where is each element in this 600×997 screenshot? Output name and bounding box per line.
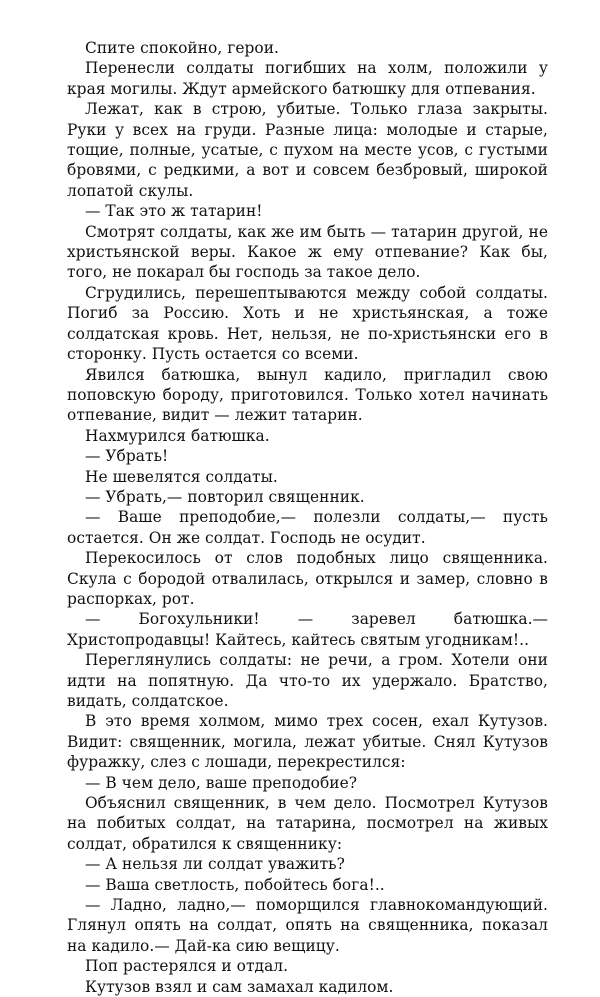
paragraph: Спите спокойно, герои. <box>85 39 279 57</box>
paragraph: Поп растерялся и отдал. <box>85 957 289 976</box>
paragraph: Лежат, как в строю, убитые. Только глаза закрыты. Руки у всех на груди. Разные лица: молодые и старые, тощие, полные, усатые, с пухом на месте усов, с густыми бровями, с редкими, а вот и совсем безбровый, широкой лопатой скулы. <box>67 100 548 200</box>
paragraph: Не шевелятся солдаты. <box>85 467 278 486</box>
paragraph: — Ладно, ладно,— поморщился главнокомандующий. Глянул опять на солдат, опять на священника, показал на кадило.— Дай-ка сию вещицу. <box>67 896 548 955</box>
paragraph: — Богохульники! — заревел батюшка.— Христопродавцы! Кайтесь, кайтесь святым угодникам!.. <box>67 610 548 649</box>
paragraph: — Так это ж татарин! <box>85 202 263 221</box>
paragraph: — Убрать! <box>85 447 169 466</box>
paragraph: Переглянулись солдаты: не речи, а гром. Хотели они идти на попятную. Да что-то их удержало. Братство, видать, солдатское. <box>67 651 548 710</box>
paragraph: Перекосилось от слов подобных лицо священника. Скула с бородой отвалилась, открылся и замер, словно в распорках, рот. <box>67 549 548 608</box>
paragraph: — А нельзя ли солдат уважить? <box>85 855 345 874</box>
paragraph: — Ваша светлость, побойтесь бога!.. <box>85 875 385 894</box>
paragraph: В это время холмом, мимо трех сосен, ехал Кутузов. Видит: священник, могила, лежат убитые. Снял Кутузов фуражку, слез с лошади, перекрестился: <box>67 712 548 772</box>
paragraph: Смотрят солдаты, как же им быть — татарин другой, не христьянской веры. Какое ж ему отпевание? Как бы, того, не покарал бы господь за такое дело. <box>67 222 548 282</box>
paragraph: — Ваше преподобие,— полезли солдаты,— пусть остается. Он же солдат. Господь не осудит. <box>67 508 548 547</box>
paragraph: Объяснил священник, в чем дело. Посмотрел Кутузов на побитых солдат, на татарина, посмотрел на живых солдат, обратился к священнику: <box>67 794 548 853</box>
paragraph: Сгрудились, перешептываются между собой солдаты. Погиб за Россию. Хоть и не христьянская, а тоже солдатская кровь. Нет, нельзя, не по-христьянски его в сторонку. Пусть остается со всеми. <box>67 283 548 364</box>
paragraph: Кутузов взял и сам замахал кадилом. <box>85 977 394 996</box>
paragraph: — Убрать,— повторил священник. <box>85 487 365 506</box>
paragraph: — В чем дело, ваше преподобие? <box>85 773 358 792</box>
paragraph: Нахмурился батюшка. <box>85 426 270 445</box>
paragraph: Перенесли солдаты погибших на холм, положили у края могилы. Ждут армейского батюшку для отпевания. <box>67 59 548 98</box>
paragraph: Явился батюшка, вынул кадило, пригладил свою поповскую бороду, приготовился. Только хотел начинать отпевание, видит — лежит татарин. <box>67 365 548 425</box>
